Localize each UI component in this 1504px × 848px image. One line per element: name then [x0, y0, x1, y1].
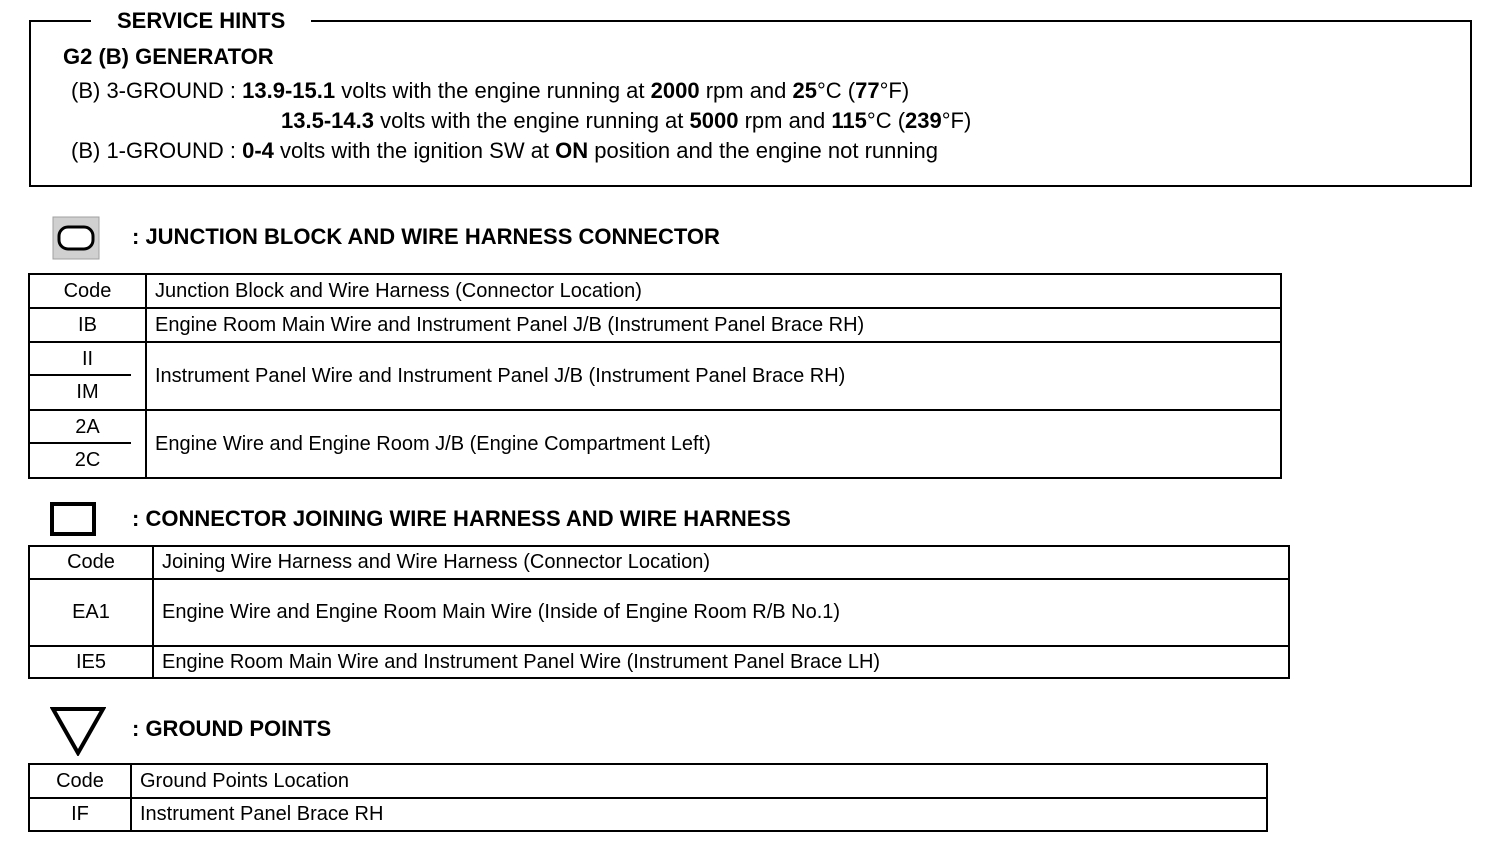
service-hints-box: [29, 8, 1472, 187]
hint-value: 77: [855, 78, 880, 103]
code-cell: EA1: [29, 579, 153, 646]
hint-value: 115: [831, 108, 867, 133]
service-hints-heading: G2 (B) GENERATOR: [63, 44, 274, 69]
code-header: Code: [29, 546, 153, 579]
hint-prefix: (B) 3-GROUND :: [71, 78, 243, 103]
code-cell: IF: [29, 798, 131, 831]
desc-cell: Engine Wire and Engine Room J/B (Engine Compartment Left): [146, 410, 1281, 478]
table-row: [29, 410, 1281, 478]
table-row: [29, 646, 1289, 678]
hint-prefix: (B) 1-GROUND :: [71, 138, 243, 163]
code-cell-top: II: [30, 343, 145, 376]
code-cell-split: [29, 342, 146, 410]
hint-value: 25: [792, 78, 817, 103]
code-cell-bottom: 2C: [74, 449, 101, 471]
hint-text: volts with the engine running at: [373, 108, 690, 133]
code-header: Code: [29, 274, 146, 308]
code-cell: IB: [29, 308, 146, 342]
hint-value: ON: [555, 138, 589, 163]
ground-points-title: : GROUND POINTS: [132, 716, 332, 741]
hint-text: volts with the ignition SW at: [273, 138, 556, 163]
hint-value: 239: [905, 108, 942, 133]
hint-text: position and the engine not running: [588, 138, 938, 163]
table-row: [29, 308, 1281, 342]
hint-line-1: [71, 78, 909, 104]
desc-cell: Instrument Panel Wire and Instrument Panel J/B (Instrument Panel Brace RH): [146, 342, 1281, 410]
hint-value: 0-4: [242, 138, 274, 163]
junction-block-icon: [52, 216, 100, 260]
hint-text: rpm and: [738, 108, 832, 133]
hint-value: 13.9-15.1: [242, 78, 336, 103]
ground-triangle-icon: [50, 706, 106, 756]
hint-line-3: [71, 138, 938, 164]
hint-value: 13.5-14.3: [281, 108, 374, 133]
table-header-row: [29, 764, 1267, 798]
hint-text: °F): [879, 78, 910, 103]
desc-header: Ground Points Location: [131, 764, 1267, 798]
hint-text: rpm and: [699, 78, 793, 103]
hint-value: 5000: [689, 108, 739, 133]
connector-joining-table: [28, 545, 1290, 679]
desc-header: Joining Wire Harness and Wire Harness (Connector Location): [153, 546, 1289, 579]
table-row: [29, 579, 1289, 646]
desc-cell: Instrument Panel Brace RH: [131, 798, 1267, 831]
junction-block-table: [28, 273, 1282, 479]
connector-square-icon: [50, 502, 96, 536]
table-header-row: [29, 546, 1289, 579]
desc-header: Junction Block and Wire Harness (Connector Location): [146, 274, 1281, 308]
code-cell-top: 2A: [30, 411, 145, 444]
table-header-row: [29, 274, 1281, 308]
ground-points-table: [28, 763, 1268, 832]
connector-joining-title: : CONNECTOR JOINING WIRE HARNESS AND WIRE HARNESS: [132, 506, 791, 531]
desc-cell: Engine Room Main Wire and Instrument Panel Wire (Instrument Panel Brace LH): [153, 646, 1289, 678]
junction-block-title: : JUNCTION BLOCK AND WIRE HARNESS CONNECTOR: [132, 224, 720, 249]
table-row: [29, 342, 1281, 410]
service-hints-legend: SERVICE HINTS: [91, 9, 311, 33]
hint-line-2: [281, 108, 971, 134]
code-cell-split: [29, 410, 146, 478]
code-header: Code: [29, 764, 131, 798]
hint-value: 2000: [650, 78, 700, 103]
desc-cell: Engine Room Main Wire and Instrument Panel J/B (Instrument Panel Brace RH): [146, 308, 1281, 342]
hint-text: volts with the engine running at: [335, 78, 651, 103]
table-row: [29, 798, 1267, 831]
code-cell: IE5: [29, 646, 153, 678]
hint-text: °C (: [866, 108, 906, 133]
code-cell-bottom: IM: [76, 381, 99, 403]
hint-text: °F): [941, 108, 972, 133]
desc-cell: Engine Wire and Engine Room Main Wire (Inside of Engine Room R/B No.1): [153, 579, 1289, 646]
hint-text: °C (: [817, 78, 856, 103]
